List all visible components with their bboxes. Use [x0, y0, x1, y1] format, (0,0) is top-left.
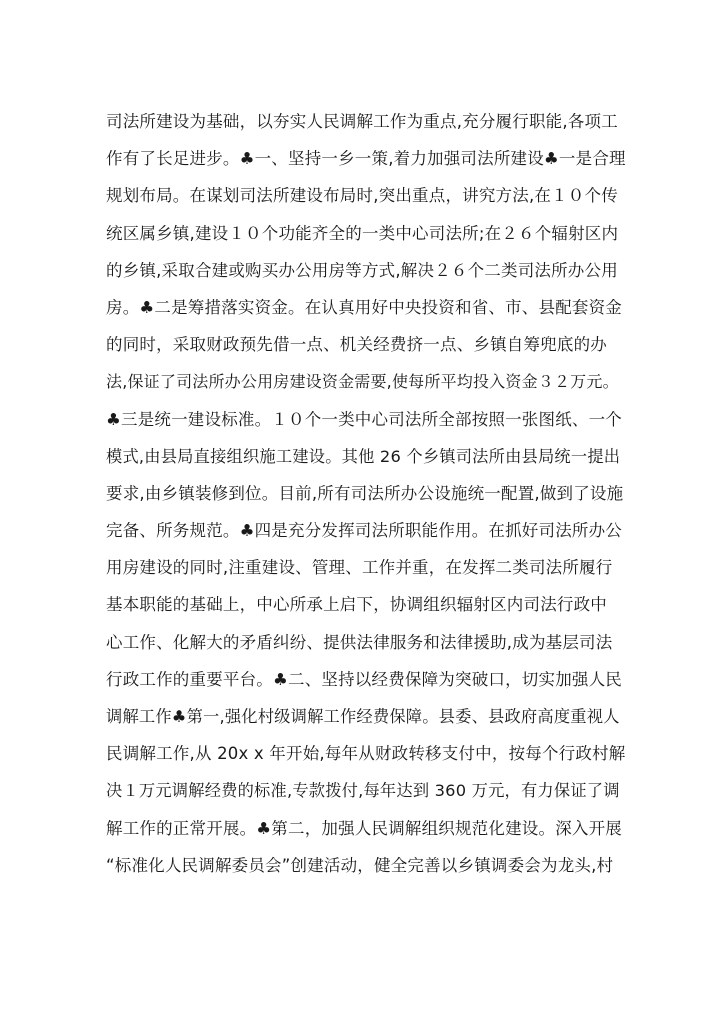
- body-text: [106, 103, 626, 884]
- text-line: 模式,由县局直接组织施工建设。其他 26 个乡镇司法所由县局统一提出: [106, 446, 621, 466]
- text-line: 的同时，采取财政预先借一点、机关经费挤一点、乡镇自筹兜底的办: [106, 335, 607, 355]
- text-line: 完备、所务规范。♣四是充分发挥司法所职能作用。在抓好司法所办公: [106, 521, 622, 541]
- text-line: 统区属乡镇,建设１０个功能齐全的一类中心司法所;在２６个辐射区内: [106, 223, 619, 243]
- text-line: 基本职能的基础上，中心所承上启下，协调组织辐射区内司法行政中: [106, 595, 607, 615]
- text-line: 作有了长足进步。♣一、坚持一乡一策,着力加强司法所建设♣一是合理: [106, 149, 626, 169]
- text-line: “标准化人民调解委员会”创建活动，健全完善以乡镇调委会为龙头,村: [106, 855, 614, 875]
- text-line: 规划布局。在谋划司法所建设布局时,突出重点，讲究方法,在１０个传: [106, 186, 618, 206]
- text-line: 法,保证了司法所办公用房建设资金需要,使每所平均投入资金３２万元。: [106, 372, 619, 392]
- text-line: 用房建设的同时,注重建设、管理、工作并重，在发挥二类司法所履行: [106, 558, 613, 578]
- text-line: 行政工作的重要平台。♣二、坚持以经费保障为突破口，切实加强人民: [106, 669, 622, 689]
- text-line: 要求,由乡镇装修到位。目前,所有司法所办公设施统一配置,做到了设施: [106, 483, 624, 503]
- text-line: 调解工作♣第一,强化村级调解工作经费保障。县委、县政府高度重视人: [106, 707, 620, 726]
- text-line: 房。♣二是筹措落实资金。在认真用好中央投资和省、市、县配套资金: [106, 297, 622, 317]
- text-line: 的乡镇,采取合建或购买办公用房等方式,解决２６个二类司法所办公用: [106, 260, 618, 280]
- text-line: 民调解工作,从 20x x 年开始,每年从财政转移支付中，按每个行政村解: [106, 744, 626, 764]
- text-line: ♣三是统一建设标准。１０个一类中心司法所全部按照一张图纸、一个: [106, 409, 622, 429]
- text-line: 心工作、化解大的矛盾纠纷、提供法律服务和法律援助,成为基层司法: [106, 632, 613, 652]
- text-line: 决１万元调解经费的标准,专款拨付,每年达到 360 万元，有力保证了调: [106, 781, 620, 801]
- text-line: 司法所建设为基础，以夯实人民调解工作为重点,充分履行职能,各项工: [106, 112, 618, 131]
- text-line: 解工作的正常开展。♣第二，加强人民调解组织规范化建设。深入开展: [106, 818, 622, 838]
